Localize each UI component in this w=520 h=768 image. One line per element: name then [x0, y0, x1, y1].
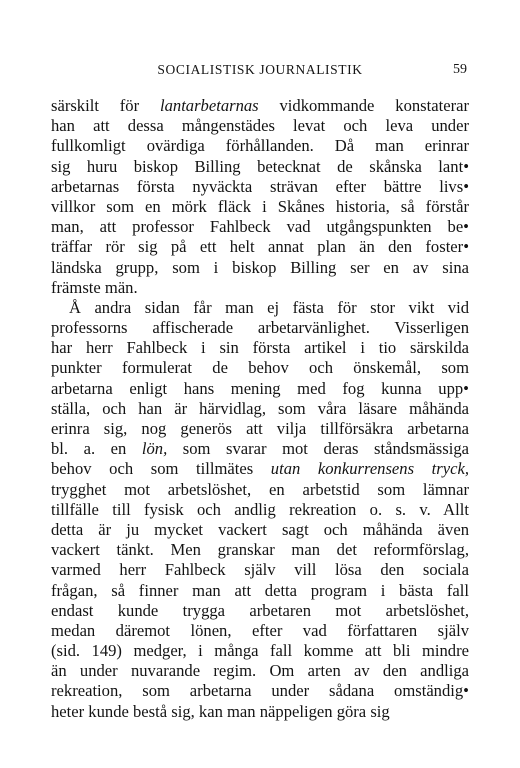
text-line — [51, 197, 469, 217]
text-run: bl. a. en — [51, 439, 142, 459]
text-line — [51, 258, 469, 278]
text-line — [51, 338, 469, 358]
text-line — [51, 621, 469, 641]
text-run: träffar rör sig på ett helt annat plan än den foster• — [51, 237, 469, 257]
text-run: ställa, och han är härvidlag, som våra läsare måhända — [51, 398, 469, 418]
text-run: främste män. — [51, 277, 138, 297]
text-run: endast kunde trygga arbetaren mot arbetslöshet, — [51, 600, 469, 620]
text-line — [51, 439, 469, 459]
text-line — [51, 136, 469, 156]
text-run: (sid. 149) medger, i många fall komme att bli mindre — [51, 641, 469, 661]
text-line — [51, 601, 469, 621]
text-run: man, att professor Fahlbeck vad utgångspunkten be• — [51, 217, 469, 237]
text-line — [51, 702, 469, 722]
running-head — [51, 60, 469, 80]
text-line — [51, 217, 469, 237]
text-line — [51, 358, 469, 378]
text-line — [51, 298, 469, 318]
body-text — [51, 96, 469, 722]
text-line — [51, 318, 469, 338]
text-line — [51, 177, 469, 197]
text-line — [51, 560, 469, 580]
text-run: detta är ju mycket vackert sagt och måhända även — [51, 519, 469, 539]
running-title: SOCIALISTISK JOURNALISTIK — [157, 62, 363, 77]
text-run: erinra sig, nog generös att vilja tillförsäkra arbetarna — [51, 419, 469, 438]
text-line — [51, 500, 469, 520]
text-run: än under nuvarande regim. Om arten av den andliga — [51, 661, 469, 681]
text-run: arbetarnas första nyväckta strävan efter bättre livs• — [51, 176, 469, 196]
italic-text: utan konkurrensens tryck, — [270, 459, 469, 479]
text-run: behov och som tillmätes — [51, 459, 271, 479]
text-line — [51, 157, 469, 177]
text-run: vidkommande konstaterar — [258, 96, 469, 115]
text-line — [51, 459, 469, 479]
text-run: sig huru biskop Billing betecknat de skånska lant• — [51, 156, 469, 176]
text-line — [51, 96, 469, 116]
text-line — [51, 419, 469, 439]
text-run: heter kunde bestå sig, kan man näppeligen göra sig — [51, 701, 390, 721]
text-run: Å andra sidan får man ej fästa för stor vikt vid — [69, 297, 469, 317]
text-line — [51, 520, 469, 540]
text-run: frågan, så finner man att detta program i bästa fall — [51, 580, 469, 600]
text-run: ländska grupp, som i biskop Billing ser en av sina — [51, 257, 469, 277]
italic-text: lantarbetarnas — [159, 96, 259, 115]
text-line — [51, 661, 469, 681]
text-run: har herr Fahlbeck i sin första artikel i tio särskilda — [51, 338, 469, 358]
text-line — [51, 116, 469, 136]
text-run: vackert tänkt. Men granskar man det reformförslag, — [51, 540, 469, 560]
page-number: 59 — [453, 62, 467, 77]
text-run: trygghet mot arbetslöshet, en arbetstid som lämnar — [51, 479, 469, 499]
text-run: punkter formulerat de behov och önskemål, som — [51, 358, 469, 378]
text-line — [51, 641, 469, 661]
text-line — [51, 581, 469, 601]
text-run: professorns affischerade arbetarvänlighet. Visserligen — [51, 318, 469, 338]
paragraph — [51, 96, 469, 298]
text-run: varmed herr Fahlbeck själv vill lösa den sociala — [51, 560, 469, 580]
italic-text: lön, — [141, 439, 168, 459]
text-run: arbetarna enligt hans mening med fog kunna upp• — [51, 378, 469, 398]
text-run: villkor som en mörk fläck i Skånes historia, så förstår — [51, 196, 469, 216]
text-run: tillfälle till fysisk och andlig rekreation o. s. v. Allt — [51, 499, 469, 519]
text-line — [51, 237, 469, 257]
text-run: särskilt för — [51, 96, 160, 115]
text-line — [51, 540, 469, 560]
text-line — [51, 480, 469, 500]
text-run: fullkomligt ovärdiga förhållanden. Då man erinrar — [51, 136, 469, 156]
text-line — [51, 278, 469, 298]
book-page — [51, 0, 469, 768]
text-run: han att dessa mångenstädes levat och leva under — [51, 116, 469, 136]
text-line — [51, 379, 469, 399]
paragraph — [51, 298, 469, 722]
text-line — [51, 681, 469, 701]
text-run: rekreation, som arbetarna under sådana omständig• — [51, 681, 469, 701]
text-line — [51, 399, 469, 419]
text-run: medan däremot lönen, efter vad författaren själv — [51, 620, 469, 640]
text-run: som svarar mot deras ståndsmässiga — [167, 439, 469, 459]
